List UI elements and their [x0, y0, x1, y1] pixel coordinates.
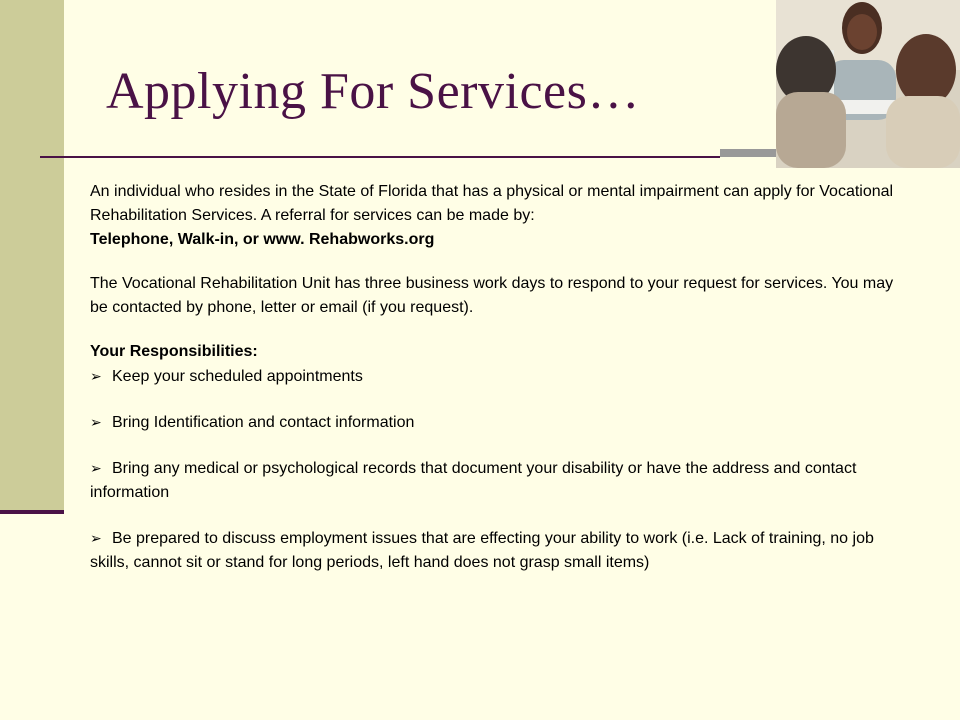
list-item: ➢ Be prepared to discuss employment issues that are effecting your ability to work (i.e. Lack of training, no job skills, cannot sit or stand for long periods, left hand does not grasp small items)	[90, 526, 910, 575]
office-meeting-photo	[776, 0, 960, 168]
slide-title: Applying For Services…	[106, 63, 640, 120]
list-item: ➢ Bring any medical or psychological records that document your disability or have the address and contact information	[90, 456, 910, 505]
arrow-bullet-icon: ➢	[90, 530, 102, 546]
left-accent-bar	[0, 510, 64, 514]
left-decorative-band	[0, 0, 64, 512]
arrow-bullet-icon: ➢	[90, 368, 102, 384]
list-item: ➢ Keep your scheduled appointments	[90, 364, 910, 389]
list-item: ➢ Bring Identification and contact information	[90, 410, 910, 435]
intro-paragraph: An individual who resides in the State of Florida that has a physical or mental impairment can apply for Vocational Rehabilitation Services. A referral for services can be made by:	[90, 183, 894, 224]
arrow-bullet-icon: ➢	[90, 414, 102, 430]
response-paragraph: The Vocational Rehabilitation Unit has three business work days to respond to your request for services. You may be contacted by phone, letter or email (if you request).	[90, 275, 894, 316]
slide-body	[90, 180, 910, 575]
arrow-bullet-icon: ➢	[90, 460, 102, 476]
responsibilities-heading: Your Responsibilities:	[90, 343, 258, 360]
referral-methods: Telephone, Walk-in, or www. Rehabworks.org	[90, 231, 435, 248]
title-underline	[40, 156, 720, 158]
title-rule-block	[720, 149, 776, 157]
